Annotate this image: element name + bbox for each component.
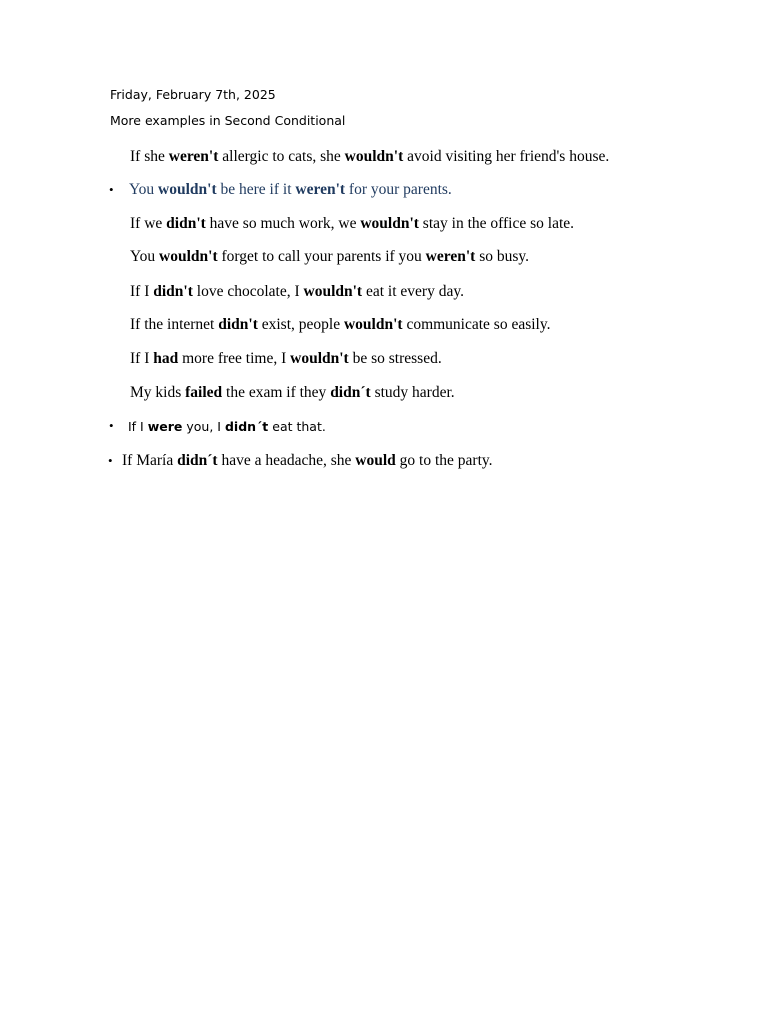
sentence-4: You wouldn't forget to call your parents if you weren't so busy. xyxy=(130,248,530,265)
sentence-10: If María didn´t have a headache, she would go to the party. xyxy=(122,452,493,469)
bullet-marker: • xyxy=(108,453,113,468)
document-date: Friday, February 7th, 2025 xyxy=(110,87,276,102)
sentence-9: If I were you, I didn´t eat that. xyxy=(128,419,326,434)
document-subtitle: More examples in Second Conditional xyxy=(110,113,346,128)
sentence-6: If the internet didn't exist, people wouldn't communicate so easily. xyxy=(130,316,551,333)
sentence-8: My kids failed the exam if they didn´t study harder. xyxy=(130,384,455,401)
sentence-1: If she weren't allergic to cats, she wouldn't avoid visiting her friend's house. xyxy=(130,148,610,165)
sentence-5: If I didn't love chocolate, I wouldn't eat it every day. xyxy=(130,283,464,300)
bullet-marker: • xyxy=(109,182,114,197)
sentence-7: If I had more free time, I wouldn't be so stressed. xyxy=(130,350,442,367)
sentence-3: If we didn't have so much work, we wouldn't stay in the office so late. xyxy=(130,215,575,232)
sentence-2: You wouldn't be here if it weren't for your parents. xyxy=(129,181,452,198)
bullet-marker: • xyxy=(109,418,114,433)
